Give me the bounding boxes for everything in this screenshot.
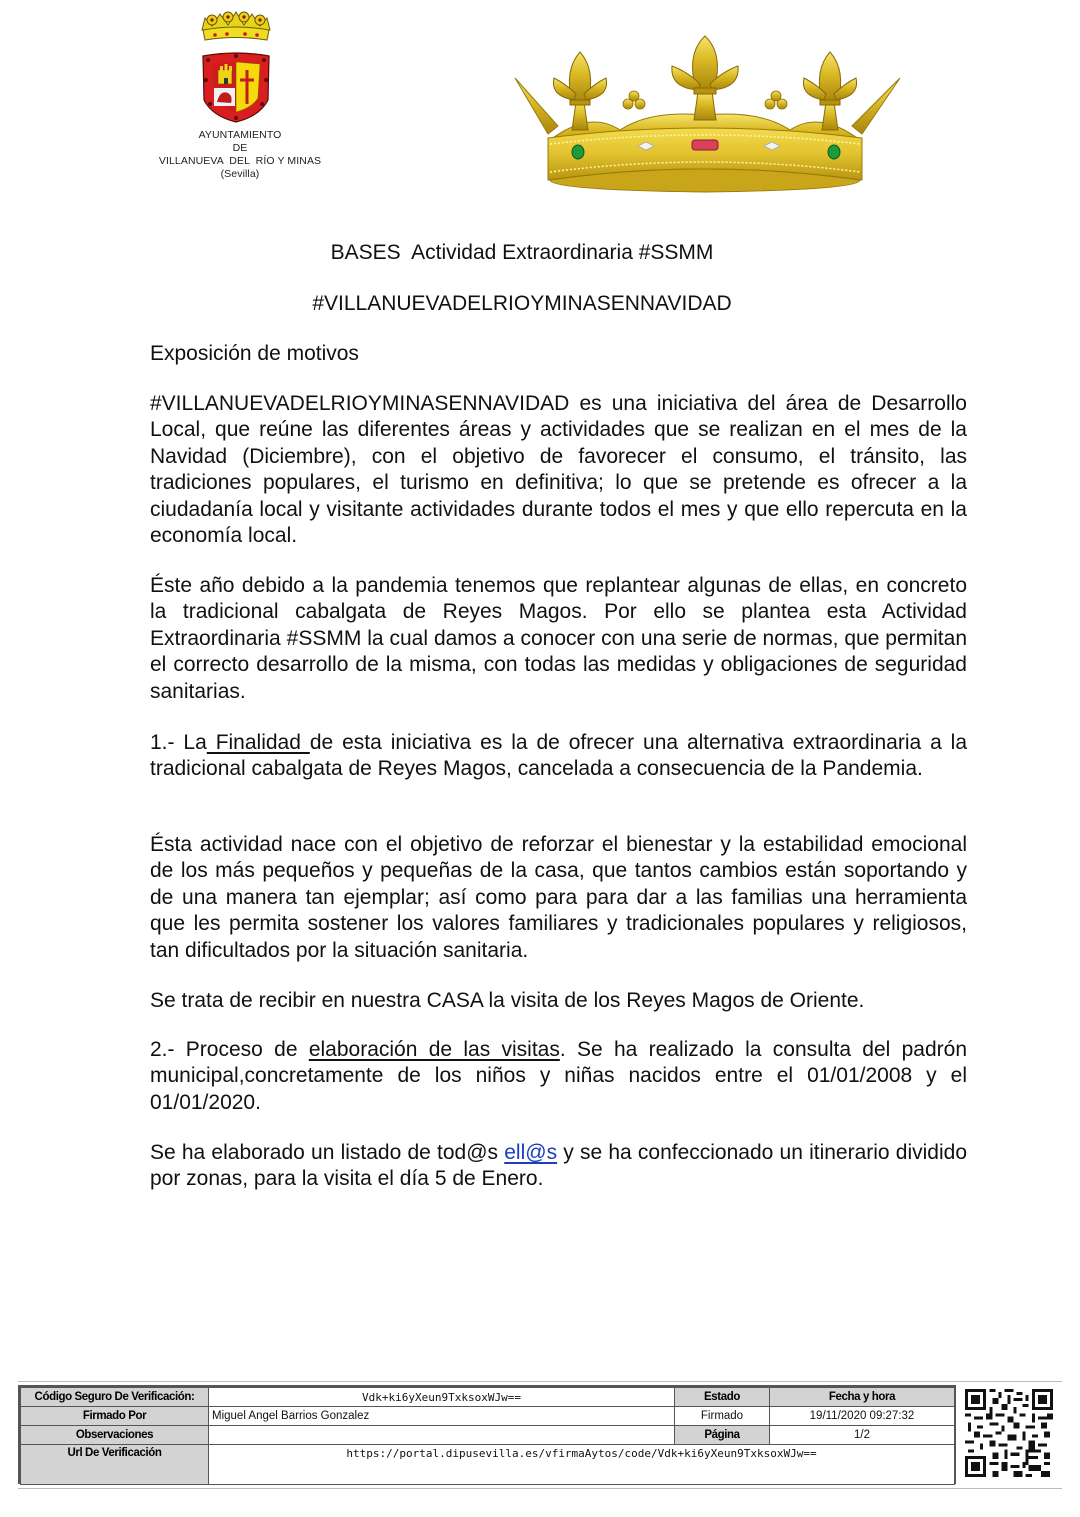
label-status: Estado [675, 1388, 770, 1407]
value-url[interactable]: https://portal.dipusevilla.es/vfirmaAytos/code/Vdk+ki6yXeun9TxksoxWJw== [209, 1445, 955, 1485]
qr-code [965, 1388, 1053, 1478]
value-observations [209, 1426, 675, 1445]
paragraph-pandemic: Éste año debido a la pandemia tenemos que replantear algunas de ellas, en concreto la tradicional cabalgata de Reyes Magos. Por ello se plantea esta Actividad Extraordinaria #SSMM la cual damos a conocer con una serie de normas, que permitan el correcto desarrollo de la misma, con todas las medidas y obligaciones de seguridad sanitarias. [150, 574, 967, 703]
link-ellas[interactable]: ell@s [504, 1141, 558, 1164]
clause-number-1: 1.- La [150, 731, 207, 754]
label-page: Página [675, 1426, 770, 1445]
row-observations [21, 1426, 955, 1445]
logo-line-town: VILLANUEVA DEL RÍO Y MINAS [158, 155, 322, 167]
paragraph-intro: #VILLANUEVADELRIOYMINASENNAVIDAD es una iniciativa del área de Desarrollo Local, que reúne las diferentes áreas y actividades que se realizan en el mes de la Navidad (Diciembre), con el objetivo de favorecer el consumo, el tránsito, las tradiciones populares, el turismo en definitiva; lo que se pretende es ofrecer a la ciudadanía local y visitante actividades durante todos el mes y que ello repercuta en la economía local. [150, 392, 967, 548]
paragraph-finalidad-text: de esta iniciativa es la de ofrecer una alternativa extraordinaria a la tradicional cabalgata de Reyes Magos, cancelada a consecuencia de la Pandemia. [150, 731, 968, 781]
paragraph-objetivo: Ésta actividad nace con el objetivo de reforzar el bienestar y la estabilidad emocional de los más pequeños y pequeñas de la casa, que tantos cambios están soportando y de una manera tan ejemplar; así como para para dar a las familias una herramienta que les permita sostener los valores familiares y tradicionales populares y religiosos, tan dificultados por la situación sanitaria. [150, 833, 967, 962]
value-datetime: 19/11/2020 09:27:32 [770, 1407, 955, 1426]
document-subtitle-hashtag: #VILLANUEVADELRIOYMINASENNAVIDAD [312, 292, 732, 315]
row-code [21, 1388, 955, 1407]
logo-line-ayuntamiento: AYUNTAMIENTO [198, 129, 282, 141]
shield-icon [203, 53, 269, 122]
paragraph-finalidad [150, 730, 967, 783]
underlined-elaboracion: elaboración de las visitas [308, 1038, 560, 1061]
section-heading-exposicion: Exposición de motivos [150, 342, 359, 365]
label-datetime: Fecha y hora [770, 1388, 955, 1407]
royal-crown-image [500, 30, 910, 200]
label-url: Url De Verificación [21, 1445, 209, 1485]
paragraph-proceso-text: . Se ha realizado la consulta del padrón municipal,concretamente de los niños y niñas nacidos entre el 01/01/2008 y el 01/01/2020. [150, 1038, 968, 1114]
paragraph-listado-end: y se ha confeccionado un itinerario dividido por zonas, para la visita el día 5 de Enero. [150, 1141, 968, 1191]
verification-table [18, 1385, 956, 1484]
logo-line-province: (Sevilla) [220, 168, 260, 180]
value-page: 1/2 [770, 1426, 955, 1445]
coat-of-arms-icon [140, 0, 340, 130]
municipal-logo [140, 0, 340, 190]
label-code: Código Seguro De Verificación: [21, 1388, 209, 1407]
value-code: Vdk+ki6yXeun9TxksoxWJw== [209, 1388, 675, 1407]
value-signed-by: Miguel Angel Barrios Gonzalez [209, 1407, 675, 1426]
royal-crown-icon [500, 30, 910, 200]
qr-code-icon [965, 1388, 1053, 1478]
paragraph-proceso [150, 1037, 967, 1116]
paragraph-listado [150, 1140, 967, 1193]
document-title: BASES Actividad Extraordinaria #SSMM [330, 241, 714, 264]
paragraph-listado-start: Se ha elaborado un listado de tod@s [150, 1141, 505, 1164]
underlined-finalidad: Finalidad [206, 731, 310, 754]
label-signed-by: Firmado Por [21, 1407, 209, 1426]
row-url [21, 1445, 955, 1485]
label-observations: Observaciones [21, 1426, 209, 1445]
value-status: Firmado [675, 1407, 770, 1426]
paragraph-visita-casa: Se trata de recibir en nuestra CASA la visita de los Reyes Magos de Oriente. [150, 989, 865, 1012]
row-signed-by [21, 1407, 955, 1426]
logo-line-de: DE [232, 142, 248, 154]
clause-number-2: 2.- Proceso de [150, 1038, 309, 1061]
coronet-icon [202, 12, 270, 40]
